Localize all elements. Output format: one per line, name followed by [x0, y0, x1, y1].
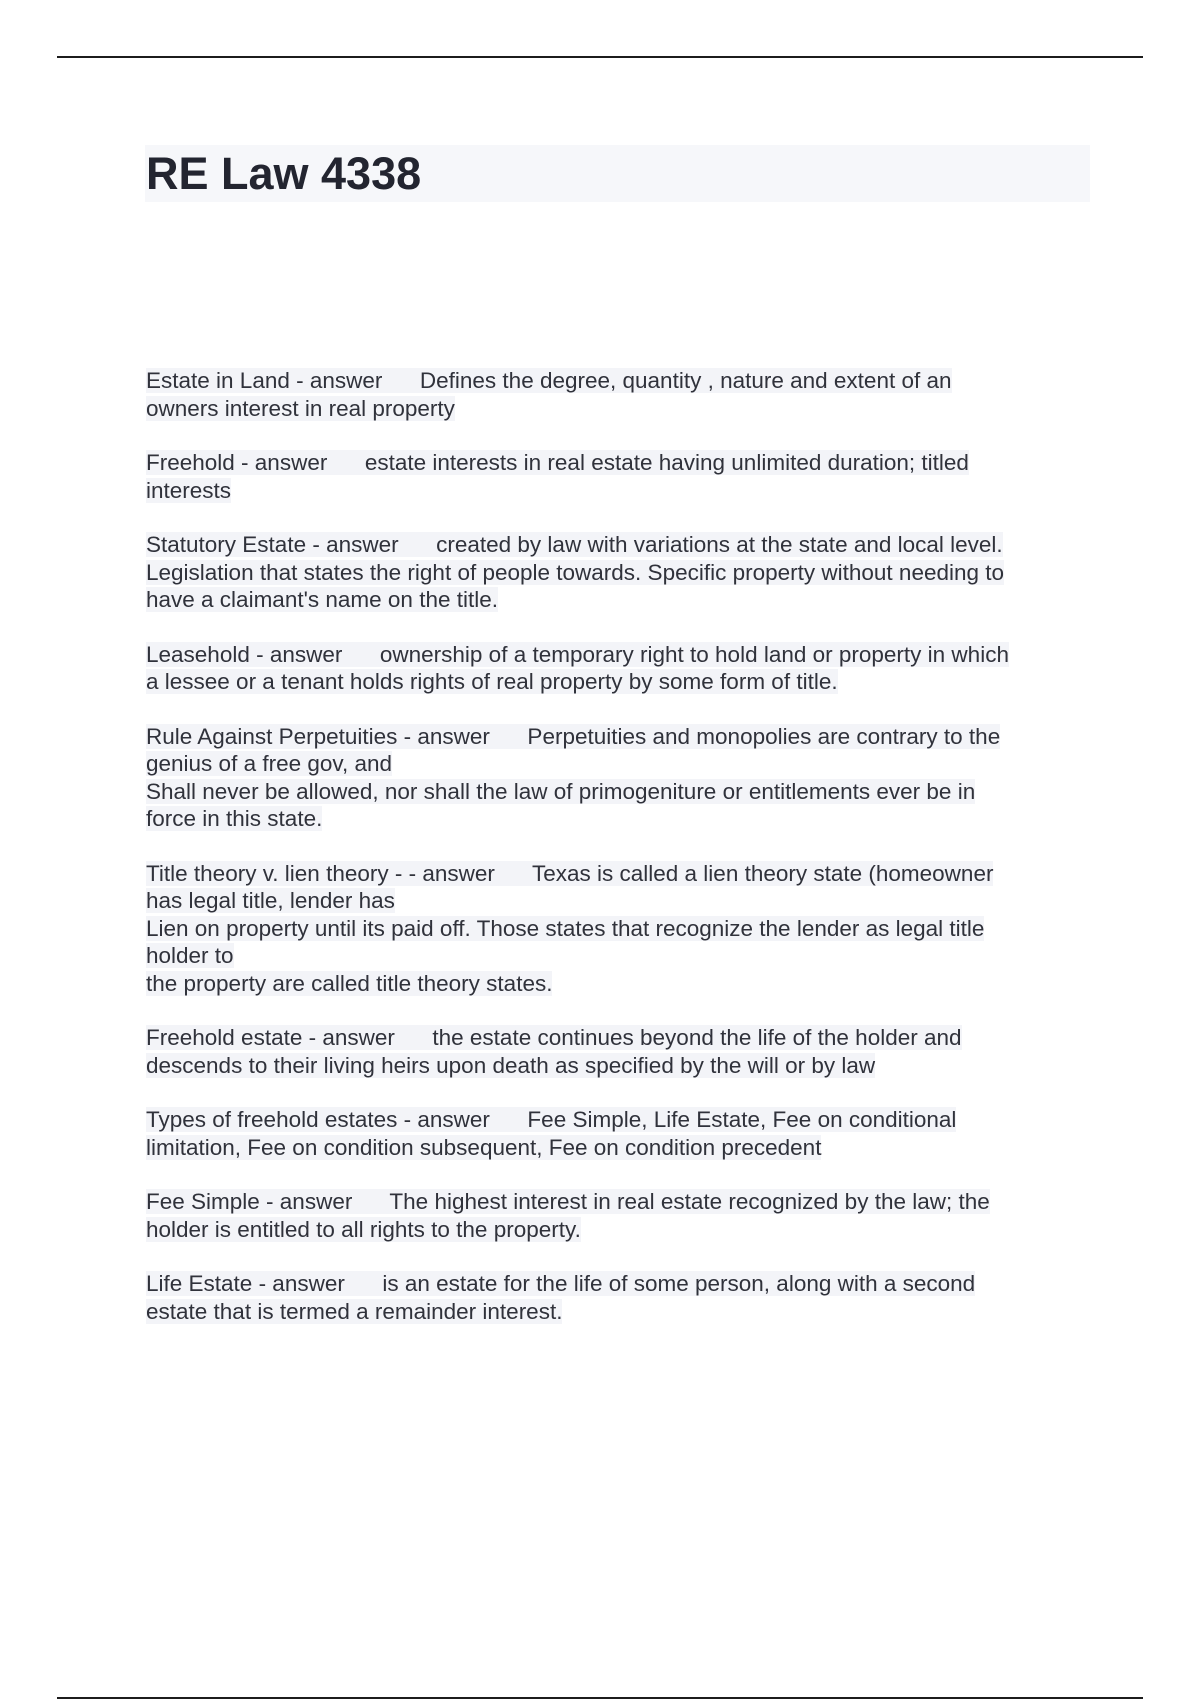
qa-line	[146, 367, 1076, 395]
qa-line-text: descends to their living heirs upon death as specified by the will or by law	[146, 1052, 876, 1078]
qa-line	[146, 668, 1076, 696]
qa-line	[146, 1106, 1076, 1134]
qa-item	[146, 860, 1076, 998]
qa-line	[146, 887, 1076, 915]
qa-line-text: Freehold - answer estate interests in real estate having unlimited duration; titled	[146, 450, 969, 475]
qa-line	[146, 1270, 1076, 1298]
top-rule	[57, 56, 1143, 58]
qa-line	[146, 1134, 1076, 1162]
bottom-rule	[57, 1697, 1143, 1699]
qa-line	[146, 449, 1076, 477]
qa-line-text: Estate in Land - answer Defines the degree, quantity , nature and extent of an	[146, 368, 952, 393]
qa-line	[146, 395, 1076, 423]
qa-line-text: a lessee or a tenant holds rights of real property by some form of title.	[146, 669, 838, 694]
qa-line-text: Lien on property until its paid off. Those states that recognize the lender as legal title	[146, 915, 985, 941]
qa-item	[146, 1106, 1076, 1161]
qa-line-text: the property are called title theory states.	[146, 970, 553, 996]
qa-line-text: limitation, Fee on condition subsequent, Fee on condition precedent	[146, 1134, 822, 1160]
qa-item	[146, 641, 1076, 696]
qa-line-text: holder to	[146, 943, 234, 968]
qa-line	[146, 750, 1076, 778]
qa-item	[146, 723, 1076, 833]
qa-line	[146, 1188, 1076, 1216]
qa-line	[146, 805, 1076, 833]
qa-line-text: Fee Simple - answer The highest interest in real estate recognized by the law; the	[146, 1189, 990, 1214]
qa-line	[146, 860, 1076, 888]
qa-line	[146, 915, 1076, 943]
qa-line-text: have a claimant's name on the title.	[146, 587, 498, 612]
qa-line-text: Types of freehold estates - answer Fee Simple, Life Estate, Fee on conditional	[146, 1107, 957, 1132]
qa-line	[146, 1052, 1076, 1080]
qa-line	[146, 723, 1076, 751]
qa-line-text: estate that is termed a remainder interest.	[146, 1298, 563, 1324]
qa-item	[146, 1270, 1076, 1325]
qa-line	[146, 1024, 1076, 1052]
qa-line-text: interests	[146, 477, 232, 503]
qa-line	[146, 559, 1076, 587]
document-title: RE Law 4338	[146, 148, 422, 199]
qa-line-text: Legislation that states the right of people towards. Specific property without needing to	[146, 559, 1005, 585]
qa-line	[146, 586, 1076, 614]
qa-line	[146, 477, 1076, 505]
qa-line	[146, 970, 1076, 998]
qa-line-text: has legal title, lender has	[146, 888, 395, 913]
qa-item	[146, 1024, 1076, 1079]
qa-line-text: Rule Against Perpetuities - answer Perpetuities and monopolies are contrary to the	[146, 723, 1001, 749]
qa-line-text: owners interest in real property	[146, 395, 455, 421]
qa-line-text: holder is entitled to all rights to the property.	[146, 1216, 581, 1242]
qa-line	[146, 641, 1076, 669]
qa-line-text: Statutory Estate - answer created by law with variations at the state and local level.	[146, 532, 1003, 557]
qa-line-text: Freehold estate - answer the estate continues beyond the life of the holder and	[146, 1025, 962, 1050]
qa-line	[146, 942, 1076, 970]
qa-line	[146, 778, 1076, 806]
qa-item	[146, 367, 1076, 422]
qa-line-text: Life Estate - answer is an estate for the life of some person, along with a second	[146, 1271, 976, 1296]
qa-line	[146, 531, 1076, 559]
qa-line	[146, 1216, 1076, 1244]
qa-line-text: force in this state.	[146, 806, 323, 831]
qa-item	[146, 1188, 1076, 1243]
qa-line-text: Shall never be allowed, nor shall the law of primogeniture or entitlements ever be in	[146, 778, 976, 804]
qa-line-text: Title theory v. lien theory - - answer Texas is called a lien theory state (homeowner	[146, 860, 994, 886]
qa-line	[146, 1298, 1076, 1326]
qa-item	[146, 531, 1076, 614]
qa-list	[146, 367, 1076, 1352]
qa-item	[146, 449, 1076, 504]
qa-line-text: Leasehold - answer ownership of a temporary right to hold land or property in which	[146, 641, 1009, 667]
qa-line-text: genius of a free gov, and	[146, 751, 393, 776]
